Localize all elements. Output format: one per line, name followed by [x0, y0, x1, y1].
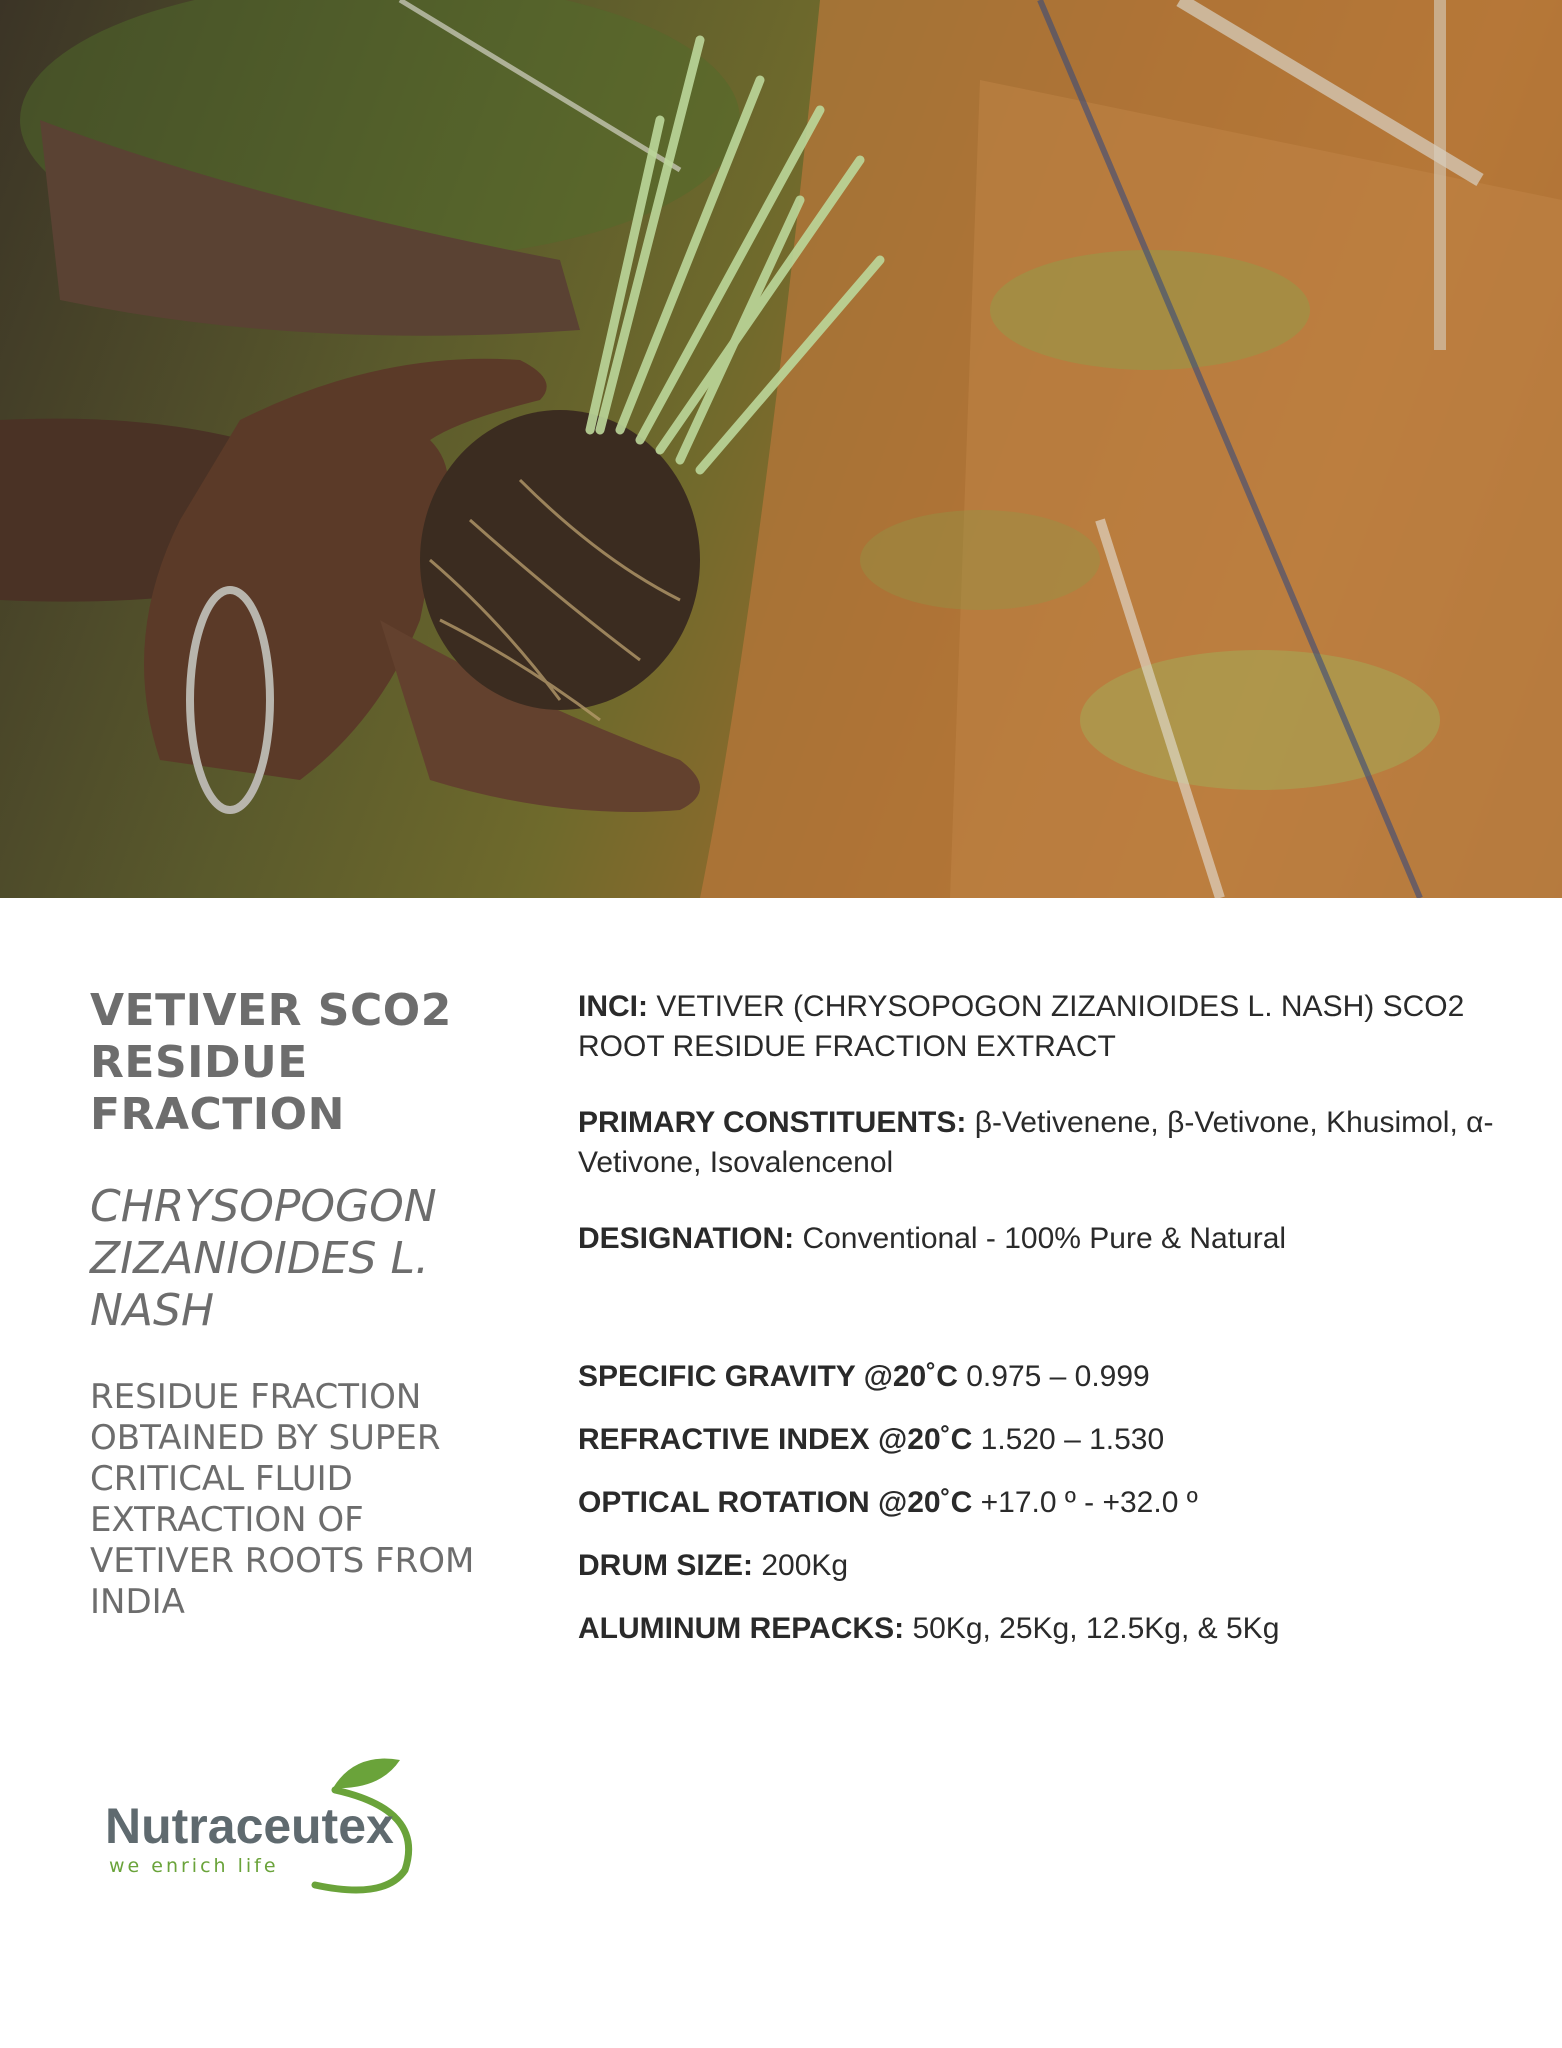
logo-mark — [95, 1750, 435, 1900]
inci-value: VETIVER (CHRYSOPOGON ZIZANIOIDES L. NASH) SCO2 ROOT RESIDUE FRACTION EXTRACT — [578, 990, 1465, 1063]
spec-label: DRUM SIZE: — [578, 1549, 753, 1582]
hero-illustration — [0, 0, 1562, 898]
spec-label: ALUMINUM REPACKS: — [578, 1612, 905, 1645]
spec-label: REFRACTIVE INDEX @20˚C — [578, 1423, 973, 1456]
constituents-label: PRIMARY CONSTITUENTS: — [578, 1106, 967, 1139]
logo-brand-main: Nutrace — [105, 1798, 292, 1854]
spec-optical-rotation — [578, 1483, 1508, 1523]
product-summary — [90, 985, 510, 1623]
spec-specific-gravity — [578, 1357, 1508, 1397]
spec-value: 1.520 – 1.530 — [980, 1423, 1165, 1456]
spec-value: +17.0 º - +32.0 º — [980, 1486, 1198, 1519]
spec-label: SPECIFIC GRAVITY @20˚C — [578, 1360, 958, 1393]
nutraceutex-logo — [95, 1750, 435, 1900]
constituents-line — [578, 1103, 1508, 1183]
designation-line — [578, 1219, 1508, 1259]
product-title: VETIVER SCO2 RESIDUE FRACTION — [90, 985, 452, 1140]
spec-aluminum-repacks — [578, 1609, 1508, 1649]
inci-label: INCI: — [578, 990, 648, 1023]
hero-photo — [0, 0, 1562, 898]
spec-value: 0.975 – 0.999 — [966, 1360, 1150, 1393]
product-details — [578, 987, 1508, 1672]
botanical-name: CHRYSOPOGON ZIZANIOIDES L. NASH — [90, 1181, 437, 1336]
product-description: RESIDUE FRACTION OBTAINED BY SUPER CRITICAL FLUID EXTRACTION OF VETIVER ROOTS FROM INDIA — [90, 1377, 475, 1622]
logo-brand-accent: utex — [291, 1798, 394, 1854]
spec-label: OPTICAL ROTATION @20˚C — [578, 1486, 973, 1519]
spec-value: 50Kg, 25Kg, 12.5Kg, & 5Kg — [912, 1612, 1280, 1645]
inci-line — [578, 987, 1508, 1067]
constituents-value: β-Vetivenene, β-Vetivone, Khusimol, α-Vetivone, Isovalencenol — [578, 1106, 1494, 1179]
designation-value: Conventional - 100% Pure & Natural — [802, 1222, 1287, 1255]
spec-refractive-index — [578, 1420, 1508, 1460]
logo-tagline: we enrich life — [109, 1855, 279, 1877]
spec-drum-size — [578, 1546, 1508, 1586]
designation-label: DESIGNATION: — [578, 1222, 795, 1255]
spec-value: 200Kg — [761, 1549, 849, 1582]
